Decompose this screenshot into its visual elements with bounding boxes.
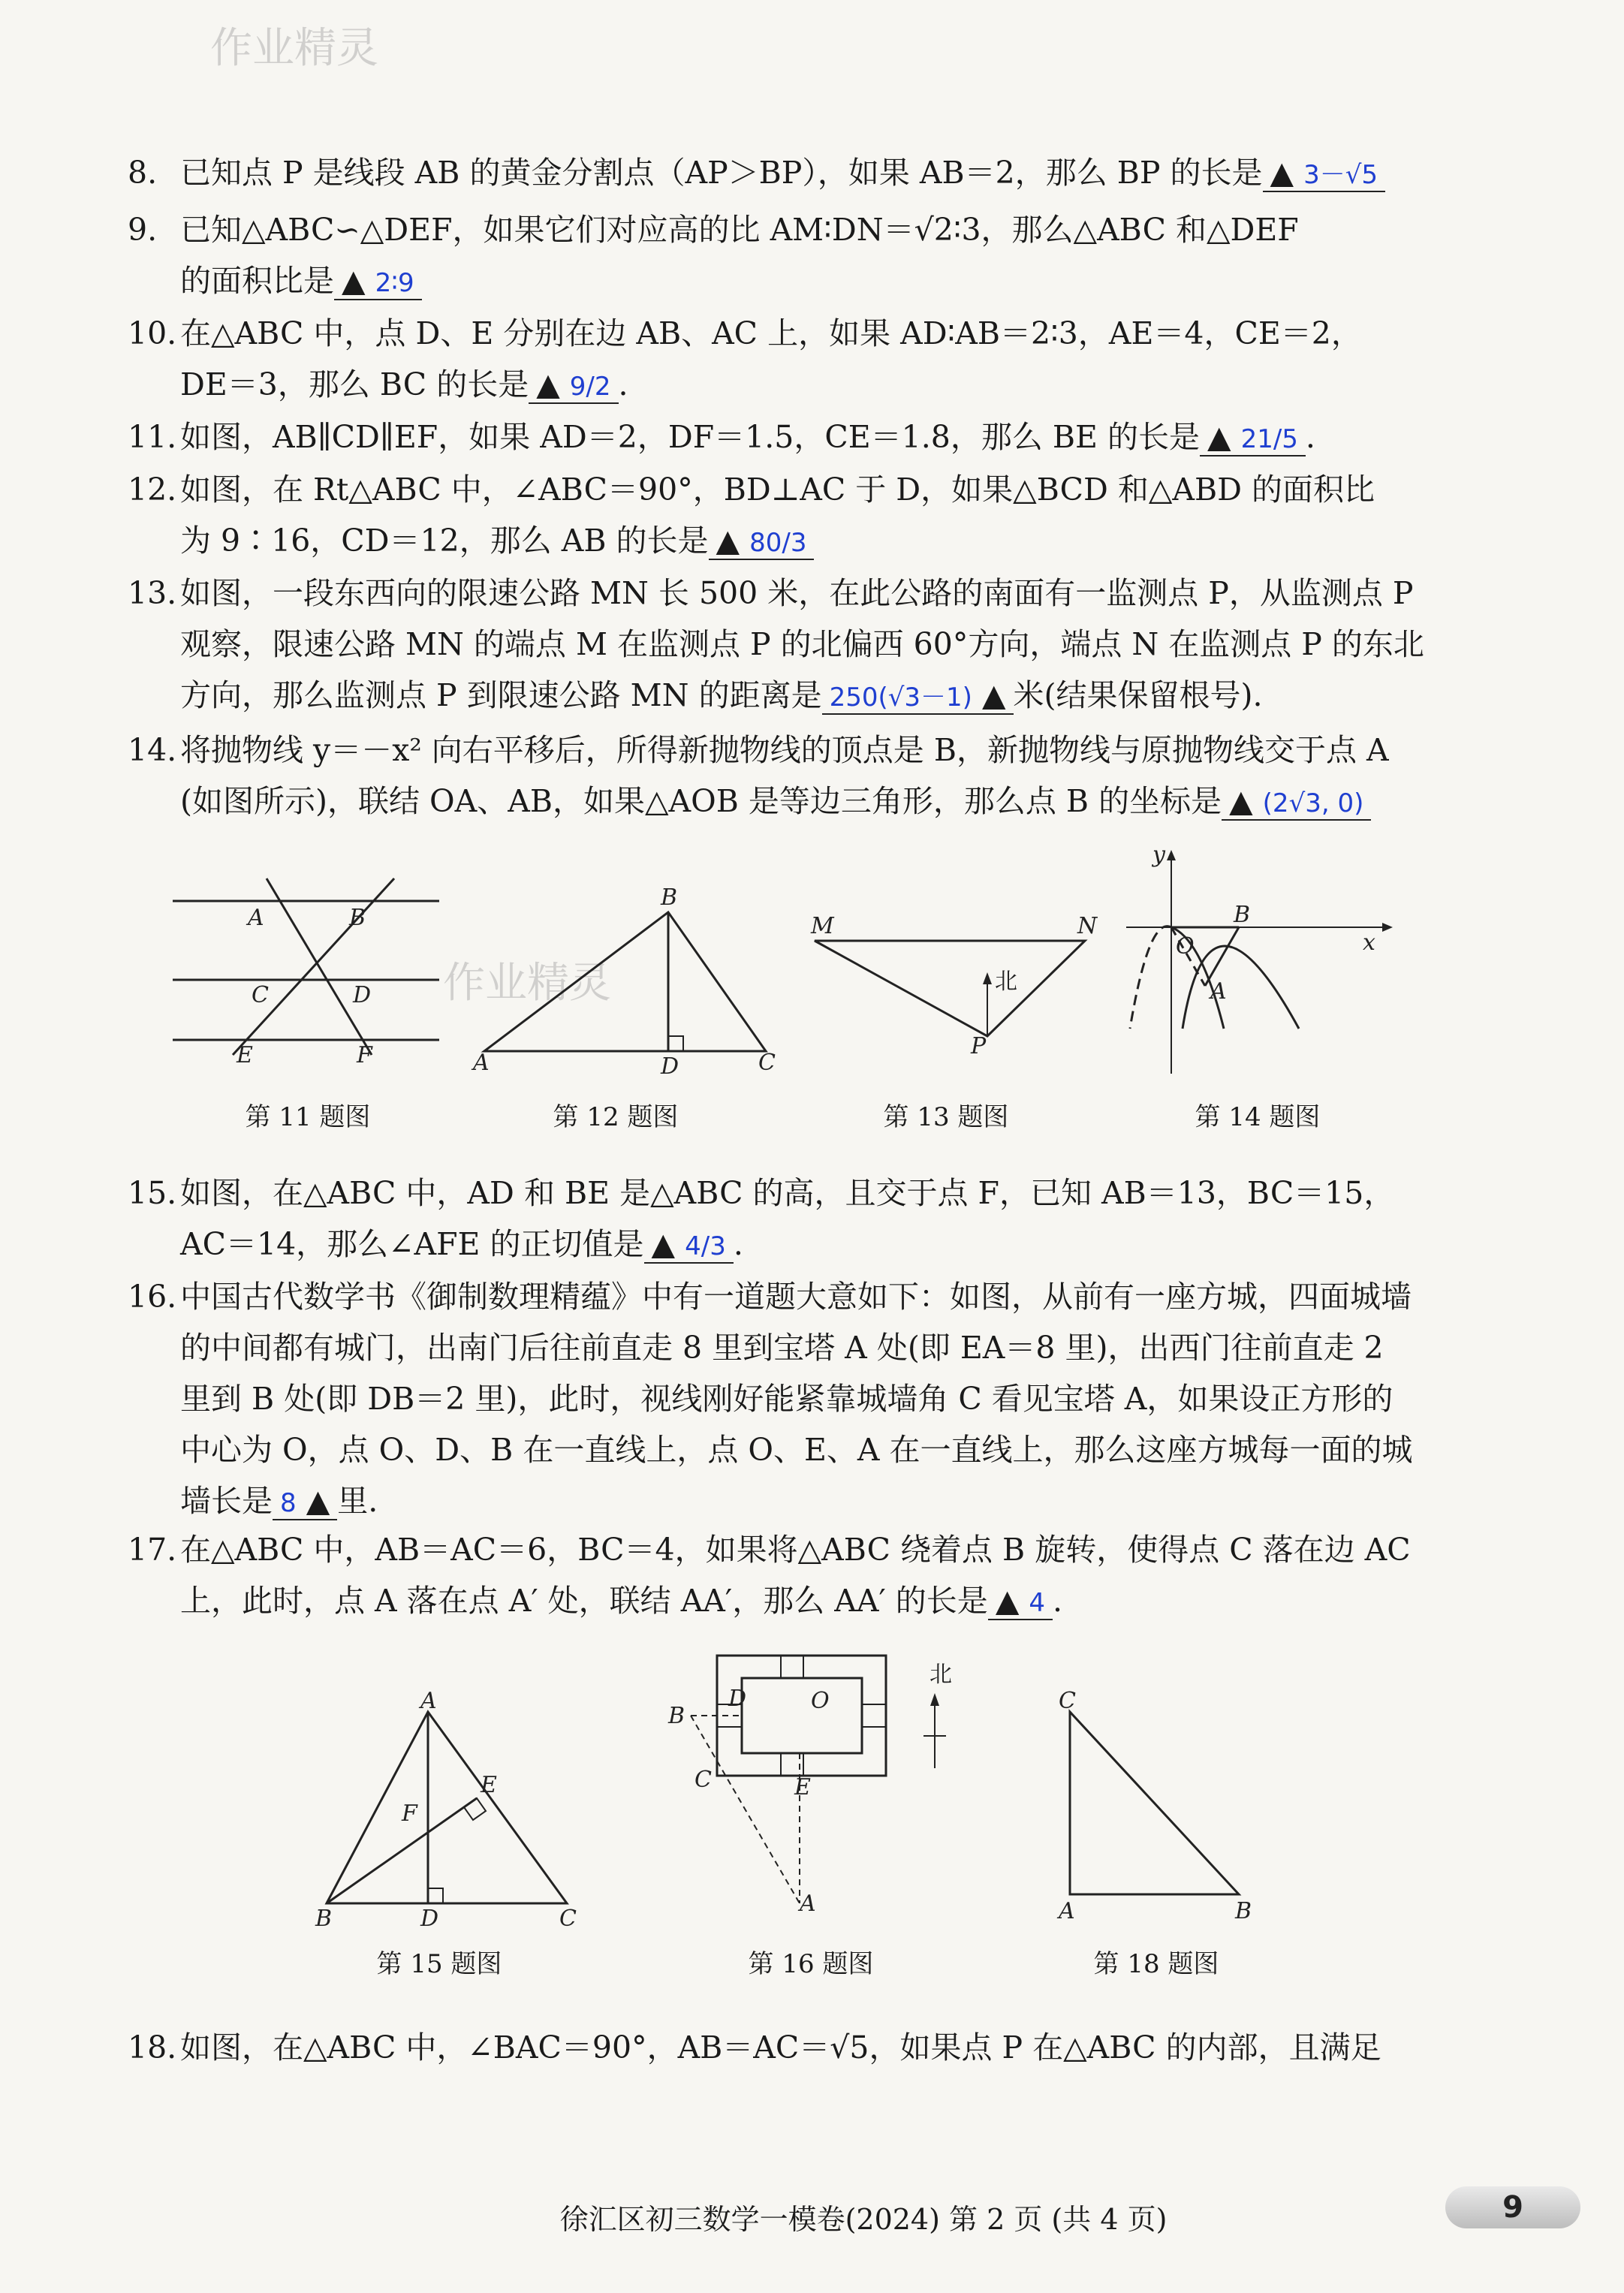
question-16: 16. 中国古代数学书《御制数理精蕴》中有一道题大意如下：如图，从前有一座方城，四面城墙 的中间都有城门，出南门后往前直走 8 里到宝塔 A 处(即 EA＝8 里)，出西门往前直走 2 里到 B 处(即 DB＝2 里)，此时，视线刚好能紧靠城墙角 C 看见宝塔 A，如果设正方形的 中心为 O，点 O、D、B 在一直线上，点 O、E、A 在一直线上，那么这座方城每一面的城 墙长是 8 ▲ 里. [128, 1271, 1464, 1529]
answer: 21/5 [1240, 424, 1298, 454]
figure-18 [1051, 1688, 1276, 1926]
question-15: 15. 如图，在△ABC 中，AD 和 BE 是△ABC 的高，且交于点 F，已知 AB＝13，BC＝15， AC＝14，那么∠AFE 的正切值是 ▲ 4/3 . [128, 1168, 1464, 1272]
label-f: F [402, 1800, 417, 1827]
label-n: N [1077, 913, 1098, 939]
label-e: E [794, 1774, 811, 1800]
label-m: M [811, 913, 834, 939]
figure-14 [1126, 842, 1397, 1074]
question-number: 9. [128, 212, 158, 248]
question-text: 如图，在△ABC 中，AD 和 BE 是△ABC 的高，且交于点 F，已知 AB＝13，BC＝15， AC＝14，那么∠AFE 的正切值是 [180, 1175, 1395, 1262]
question-number: 17. [128, 1532, 177, 1568]
label-p: P [971, 1033, 987, 1059]
label-b: B [1235, 1898, 1252, 1924]
label-f: F [357, 1042, 372, 1068]
question-number: 18. [128, 2029, 177, 2066]
question-11: 11. 如图，AB∥CD∥EF，如果 AD＝2，DF＝1.5，CE＝1.8，那么 BE 的长是 ▲ 21/5 . [128, 411, 1464, 465]
question-number: 13. [128, 575, 177, 611]
figure-12 [469, 884, 785, 1080]
label-c: C [252, 982, 269, 1008]
question-10: 10. 在△ABC 中，点 D、E 分别在边 AB、AC 上，如果 AD∶AB＝2∶3，AE＝4，CE＝2， DE＝3，那么 BC 的长是 ▲ 9/2 . [128, 308, 1464, 412]
label-d: D [661, 1053, 679, 1080]
caption-fig11: 第 11 题图 [245, 1102, 371, 1132]
answer: 8 [280, 1488, 297, 1518]
question-text: 如图，AB∥CD∥EF，如果 AD＝2，DF＝1.5，CE＝1.8，那么 BE 的长是 [180, 419, 1200, 455]
label-a: A [1059, 1898, 1075, 1924]
question-17: 17. 在△ABC 中，AB＝AC＝6，BC＝4，如果将△ABC 绕着点 B 旋转，使得点 C 落在边 AC 上，此时，点 A 落在点 A′ 处，联结 AA′，那么 AA′ 的长是 ▲ 4 . [128, 1524, 1464, 1629]
answer: 4/3 [685, 1231, 726, 1261]
caption-fig14: 第 14 题图 [1195, 1102, 1321, 1132]
label-d: D [353, 982, 372, 1008]
caption-fig15: 第 15 题图 [376, 1949, 502, 1979]
label-north: 北 [930, 1662, 952, 1688]
label-b: B [661, 884, 678, 911]
figure-16 [661, 1652, 961, 1922]
label-d: D [728, 1686, 747, 1712]
question-14: 14. 将抛物线 y＝－x² 向右平移后，所得新抛物线的顶点是 B，新抛物线与原抛物线交于点 A (如图所示)，联结 OA、AB，如果△AOB 是等边三角形，那么点 B 的坐标是 ▲ (2√3, 0) [128, 725, 1464, 829]
question-13: 13. 如图，一段东西向的限速公路 MN 长 500 米，在此公路的南面有一监测点 P，从监测点 P 观察，限速公路 MN 的端点 M 在监测点 P 的北偏西 60°方向，端点 N 在监测点 P 的东北 方向，那么监测点 P 到限速公路 MN 的距离是 250(√3－1) ▲ 米(结果保留根号). [128, 568, 1464, 723]
question-text: 已知△ABC∽△DEF，如果它们对应高的比 AM∶DN＝√2∶3，那么△ABC 和△DEF 的面积比是 [180, 212, 1299, 299]
label-e: E [481, 1772, 497, 1798]
label-a: A [1210, 978, 1227, 1005]
answer: (2√3, 0) [1262, 788, 1364, 818]
caption-fig16: 第 16 题图 [748, 1949, 874, 1979]
label-e: E [237, 1042, 253, 1068]
page-footer: 徐汇区初三数学一模卷(2024) 第 2 页 (共 4 页) [559, 2203, 1168, 2236]
answer: 9/2 [569, 372, 611, 402]
question-12: 12. 如图，在 Rt△ABC 中，∠ABC＝90°，BD⊥AC 于 D，如果△BCD 和△ABD 的面积比 为 9∶16，CD＝12，那么 AB 的长是 ▲ 80/3 [128, 464, 1464, 568]
label-c: C [559, 1906, 577, 1932]
question-number: 11. [128, 419, 177, 455]
answer: 250(√3－1) [829, 682, 972, 713]
label-c: C [1059, 1688, 1076, 1714]
label-a: A [473, 1050, 490, 1076]
question-number: 14. [128, 732, 177, 768]
question-18 [128, 2022, 1464, 2073]
answer: 2∶9 [375, 268, 414, 298]
label-d: D [420, 1906, 439, 1932]
label-b: B [1234, 902, 1251, 928]
figure-15 [312, 1688, 582, 1933]
label-c: C [758, 1050, 776, 1076]
label-b: B [668, 1703, 685, 1729]
question-text: 在△ABC 中，AB＝AC＝6，BC＝4，如果将△ABC 绕着点 B 旋转，使得点 C 落在边 AC 上，此时，点 A 落在点 A′ 处，联结 AA′，那么 AA′ 的长是 [180, 1532, 1411, 1619]
question-text: 将抛物线 y＝－x² 向右平移后，所得新抛物线的顶点是 B，新抛物线与原抛物线交于点 A (如图所示)，联结 OA、AB，如果△AOB 是等边三角形，那么点 B 的坐标是 [180, 732, 1389, 819]
label-a: A [420, 1688, 437, 1714]
label-north: 北 [995, 969, 1017, 995]
question-text: 如图，在 Rt△ABC 中，∠ABC＝90°，BD⊥AC 于 D，如果△BCD 和△ABD 的面积比 为 9∶16，CD＝12，那么 AB 的长是 [180, 472, 1375, 559]
question-text: 如图，在△ABC 中，∠BAC＝90°，AB＝AC＝√5，如果点 P 在△ABC 的内部，且满足 [180, 2029, 1381, 2066]
label-b: B [349, 905, 366, 931]
question-number: 10. [128, 315, 177, 351]
question-text: 在△ABC 中，点 D、E 分别在边 AB、AC 上，如果 AD∶AB＝2∶3，AE＝4，CE＝2， DE＝3，那么 BC 的长是 [180, 315, 1362, 402]
figure-11 [169, 886, 454, 1074]
label-y: y [1152, 842, 1165, 868]
answer: 3－√5 [1303, 160, 1378, 190]
answer: 80/3 [749, 528, 807, 558]
label-b: B [315, 1906, 333, 1932]
question-8: 8. 已知点 P 是线段 AB 的黄金分割点（AP＞BP），如果 AB＝2，那么 BP 的长是 ▲ 3－√5 [128, 147, 1464, 200]
question-text: 已知点 P 是线段 AB 的黄金分割点（AP＞BP），如果 AB＝2，那么 BP 的长是 [180, 155, 1263, 191]
label-a: A [800, 1891, 816, 1917]
question-9: 9. 已知△ABC∽△DEF，如果它们对应高的比 AM∶DN＝√2∶3，那么△ABC 和△DEF 的面积比是 ▲ 2∶9 [128, 204, 1464, 309]
watermark-top: 作业精灵 [210, 24, 378, 73]
caption-fig18: 第 18 题图 [1093, 1949, 1219, 1979]
label-o: O [811, 1688, 830, 1714]
question-text: 如图，一段东西向的限速公路 MN 长 500 米，在此公路的南面有一监测点 P，从监测点 P 观察，限速公路 MN 的端点 M 在监测点 P 的北偏西 60°方向，端点 N 在监测点 P 的东北 方向，那么监测点 P 到限速公路 MN 的距离是 [180, 575, 1424, 713]
label-o: O [1176, 933, 1195, 960]
figure-13 [807, 913, 1107, 1070]
question-number: 15. [128, 1175, 177, 1211]
label-c: C [694, 1767, 712, 1793]
question-text: 中国古代数学书《御制数理精蕴》中有一道题大意如下：如图，从前有一座方城，四面城墙 的中间都有城门，出南门后往前直走 8 里到宝塔 A 处(即 EA＝8 里)，出西门往前直走 2 里到 B 处(即 DB＝2 里)，此时，视线刚好能紧靠城墙角 C 看见宝塔 A，如果设正方形的 中心为 O，点 O、D、B 在一直线上，点 O、E、A 在一直线上，那么这座方城每一面的城 墙长是 [180, 1279, 1413, 1519]
page-badge: 9 [1445, 2186, 1580, 2228]
question-number: 16. [128, 1279, 177, 1315]
label-a: A [248, 905, 264, 931]
caption-fig13: 第 13 题图 [883, 1102, 1009, 1132]
caption-fig12: 第 12 题图 [553, 1102, 679, 1132]
question-number: 12. [128, 472, 177, 508]
watermark-mid: 作业精灵 [443, 959, 611, 1008]
question-number: 8. [128, 155, 158, 191]
label-x: x [1363, 930, 1375, 956]
answer: 4 [1029, 1588, 1046, 1618]
